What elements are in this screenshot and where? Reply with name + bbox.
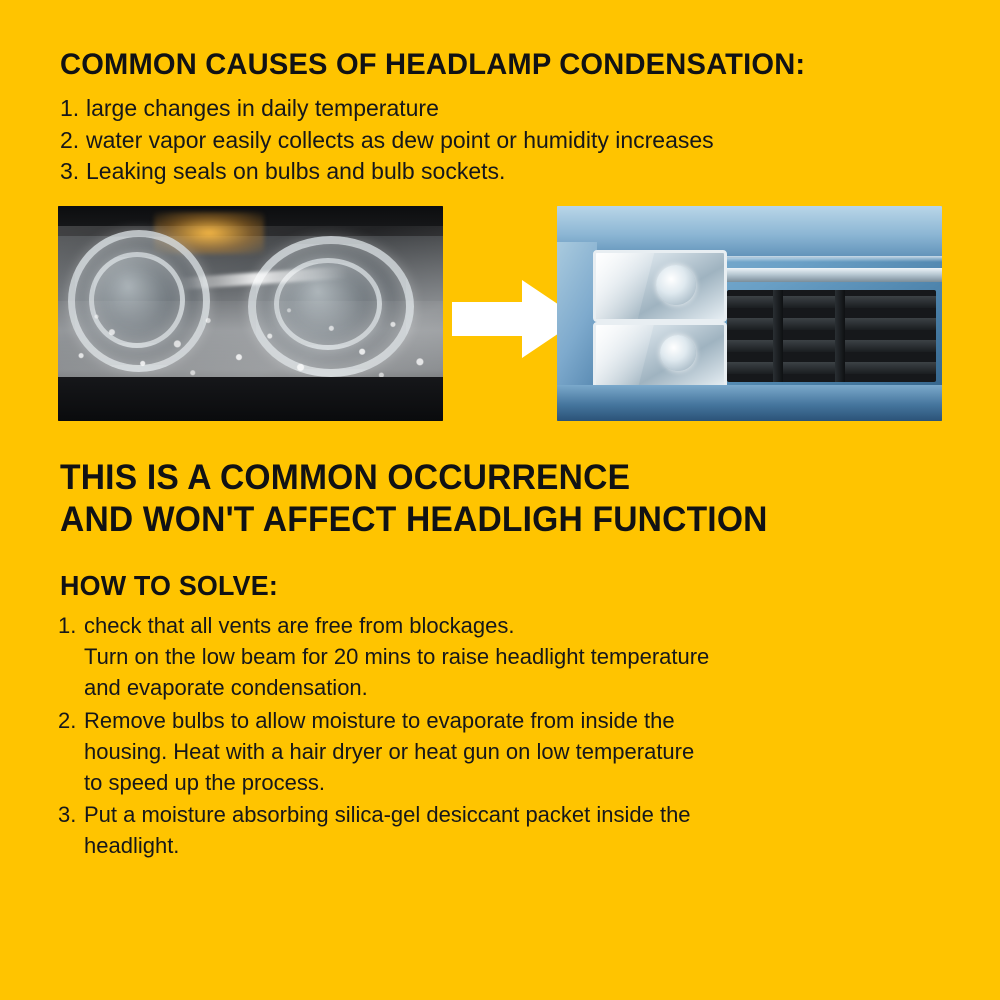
headlight-bulb	[660, 335, 696, 371]
solve-list	[58, 610, 942, 862]
occurrence-line-2: AND WON'T AFFECT HEADLIGH FUNCTION	[60, 499, 768, 539]
headlight-sheen	[593, 325, 654, 387]
grille-divider	[835, 290, 845, 382]
list-item-number: 1.	[60, 95, 80, 121]
condensation-droplets	[58, 301, 443, 379]
lamp-lower-trim	[58, 377, 443, 421]
grille-slat	[727, 340, 936, 352]
list-item-number: 3.	[58, 802, 77, 828]
grille-slat	[727, 318, 936, 330]
list-item-number: 2.	[58, 707, 77, 733]
list-item-text: large changes in daily temperature	[86, 95, 439, 121]
solve-heading: HOW TO SOLVE:	[60, 569, 279, 601]
list-item-line: check that all vents are free from blockages.	[84, 612, 515, 638]
causes-list	[60, 93, 942, 188]
list-item-line: and evaporate condensation.	[84, 675, 368, 701]
occurrence-line-1: THIS IS A COMMON OCCURRENCE	[60, 458, 631, 498]
list-item-number: 2.	[60, 126, 80, 153]
lower-headlight-unit	[593, 322, 727, 390]
list-item-line: Turn on the low beam for 20 mins to raise headlight temperature	[84, 644, 710, 670]
list-item-line: Remove bulbs to allow moisture to evaporate from inside the	[84, 707, 675, 733]
list-item	[60, 93, 942, 125]
list-item-text: Leaking seals on bulbs and bulb sockets.	[86, 158, 506, 185]
list-item-text	[84, 610, 942, 704]
list-item-text	[84, 799, 942, 861]
causes-heading: COMMON CAUSES OF HEADLAMP CONDENSATION:	[60, 48, 806, 81]
grille-slat	[727, 296, 936, 308]
list-item-number: 3.	[60, 158, 80, 185]
list-item-number: 1.	[58, 612, 77, 638]
headlight-bulb	[656, 265, 696, 305]
list-item-line: headlight.	[84, 833, 180, 859]
list-item	[60, 125, 942, 157]
comparison-image-row	[58, 206, 942, 421]
list-item-line: to speed up the process.	[84, 769, 325, 795]
list-item	[58, 705, 942, 799]
list-item	[58, 610, 942, 704]
occurrence-heading	[60, 457, 907, 540]
clear-truck-headlight-photo	[557, 206, 942, 421]
grille-slat	[727, 362, 936, 374]
foggy-headlamp-photo	[58, 206, 443, 421]
list-item	[58, 799, 942, 861]
front-grille	[727, 290, 936, 382]
headlight-sheen	[593, 253, 654, 319]
list-item-line: Put a moisture absorbing silica-gel desiccant packet inside the	[84, 802, 691, 828]
list-item	[60, 156, 942, 188]
upper-headlight-unit	[593, 250, 727, 322]
truck-bumper	[557, 385, 942, 421]
grille-divider	[773, 290, 783, 382]
list-item-text	[84, 705, 942, 799]
list-item-line: housing. Heat with a hair dryer or heat gun on low temperature	[84, 738, 695, 764]
list-item-text: water vapor easily collects as dew point or humidity increases	[86, 126, 714, 153]
